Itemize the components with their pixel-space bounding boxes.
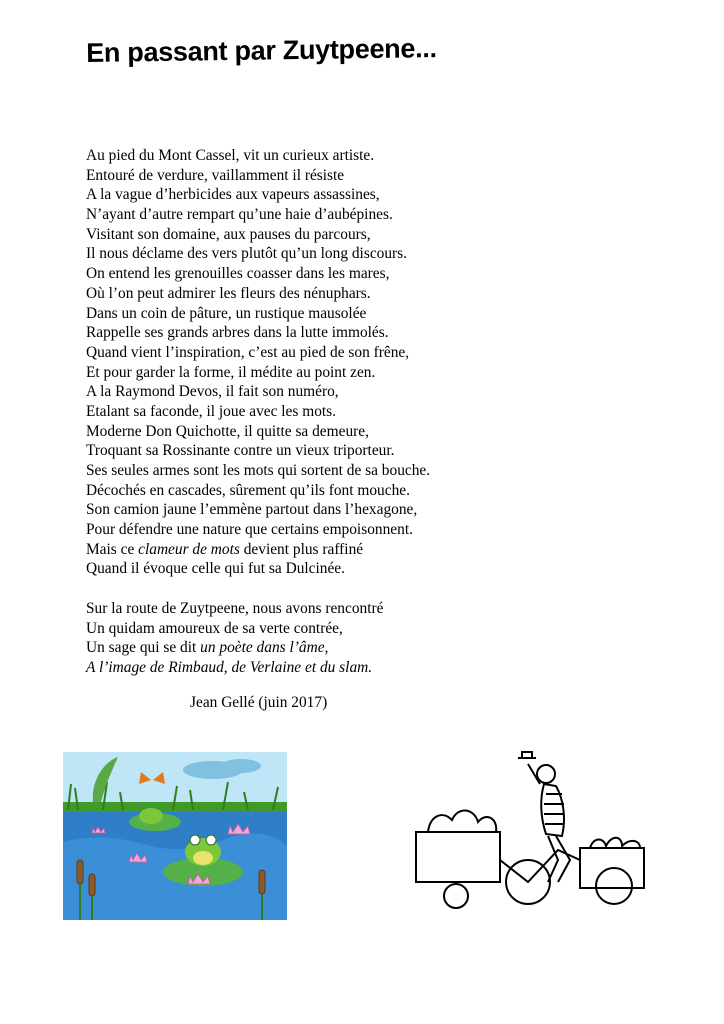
poem-line: Ses seules armes sont les mots qui sortent de sa bouche. [86,462,431,479]
stanza-gap [86,579,606,599]
rear-wheel-right [596,868,632,904]
vegetables-front [428,810,496,832]
poem-line-text: Un sage qui se dit [86,639,201,657]
poem-line: Où l’on peut admirer les fleurs des nénuphars. [86,284,371,302]
poem-line: Visitant son domaine, aux pauses du parcours, [86,225,371,243]
poem-line-text: devient plus raffiné [239,540,364,558]
poem-line: Son camion jaune l’emmène partout dans l’hexagone, [86,501,418,519]
poem-line: Il nous déclame des vers plutôt qu’un long discours. [86,245,408,263]
signature: Jean Gellé (juin 2017) [190,694,328,711]
poem-line: Dans un coin de pâture, un rustique mausolée [86,304,367,322]
poem-body [86,146,606,678]
poem-title: En passant par Zuytpeene... [86,33,437,68]
poem-line: Moderne Don Quichotte, il quitte sa demeure, [86,422,369,440]
frog-eye [206,835,216,845]
cargo-tricycle-drawing [408,750,654,912]
poem-line: Quand il évoque celle qui fut sa Dulcinée. [86,560,345,578]
man-head [537,765,555,783]
poem-line: Sur la route de Zuytpeene, nous avons rencontré [86,599,384,617]
man-body-striped [528,764,564,836]
frog-icon [139,808,163,824]
poem-line: Etalant sa faconde, il joue avec les mots. [86,402,337,420]
poem-line: A l’image de Rimbaud, de Verlaine et du slam. [86,658,373,676]
front-cargo-box [416,832,500,882]
poem-line: Décochés en cascades, sûrement qu’ils font mouche. [86,481,410,499]
stanza-1 [86,146,606,540]
poem-line-italic: clameur de mots [138,540,240,558]
front-wheel [444,884,468,908]
poem-line-text: Mais ce [86,540,139,558]
poem-line: N’ayant d’autre rempart qu’une haie d’aubépines. [86,206,393,224]
frog-belly [193,851,213,865]
cloud [221,759,261,773]
poem-line [86,638,606,658]
poem-line: Et pour garder la forme, il médite au point zen. [86,363,376,381]
poem-line: On entend les grenouilles coasser dans les mares, [86,265,390,283]
poem-line: Entouré de verdure, vaillamment il résiste [86,166,345,184]
poem-line: A la Raymond Devos, il fait son numéro, [86,383,339,401]
poem-line [86,540,606,560]
hat-icon [518,752,536,758]
poem-line: Au pied du Mont Cassel, vit un curieux artiste. [86,147,375,164]
vegetables-rear [590,838,640,848]
poem-line: Pour défendre une nature que certains empoisonnent. [86,521,413,539]
pond-illustration [63,752,287,920]
poem-line: Quand vient l’inspiration, c’est au pied de son frêne, [86,343,410,361]
poem-line-italic: un poète dans l’âme, [200,639,329,657]
poem-line: A la vague d’herbicides aux vapeurs assassines, [86,186,380,204]
man-legs [548,836,570,882]
poem-line: Troquant sa Rossinante contre un vieux triporteur. [86,442,395,460]
poem-line: Rappelle ses grands arbres dans la lutte immolés. [86,324,389,342]
frog-eye [190,835,200,845]
poem-line: Un quidam amoureux de sa verte contrée, [86,619,343,637]
